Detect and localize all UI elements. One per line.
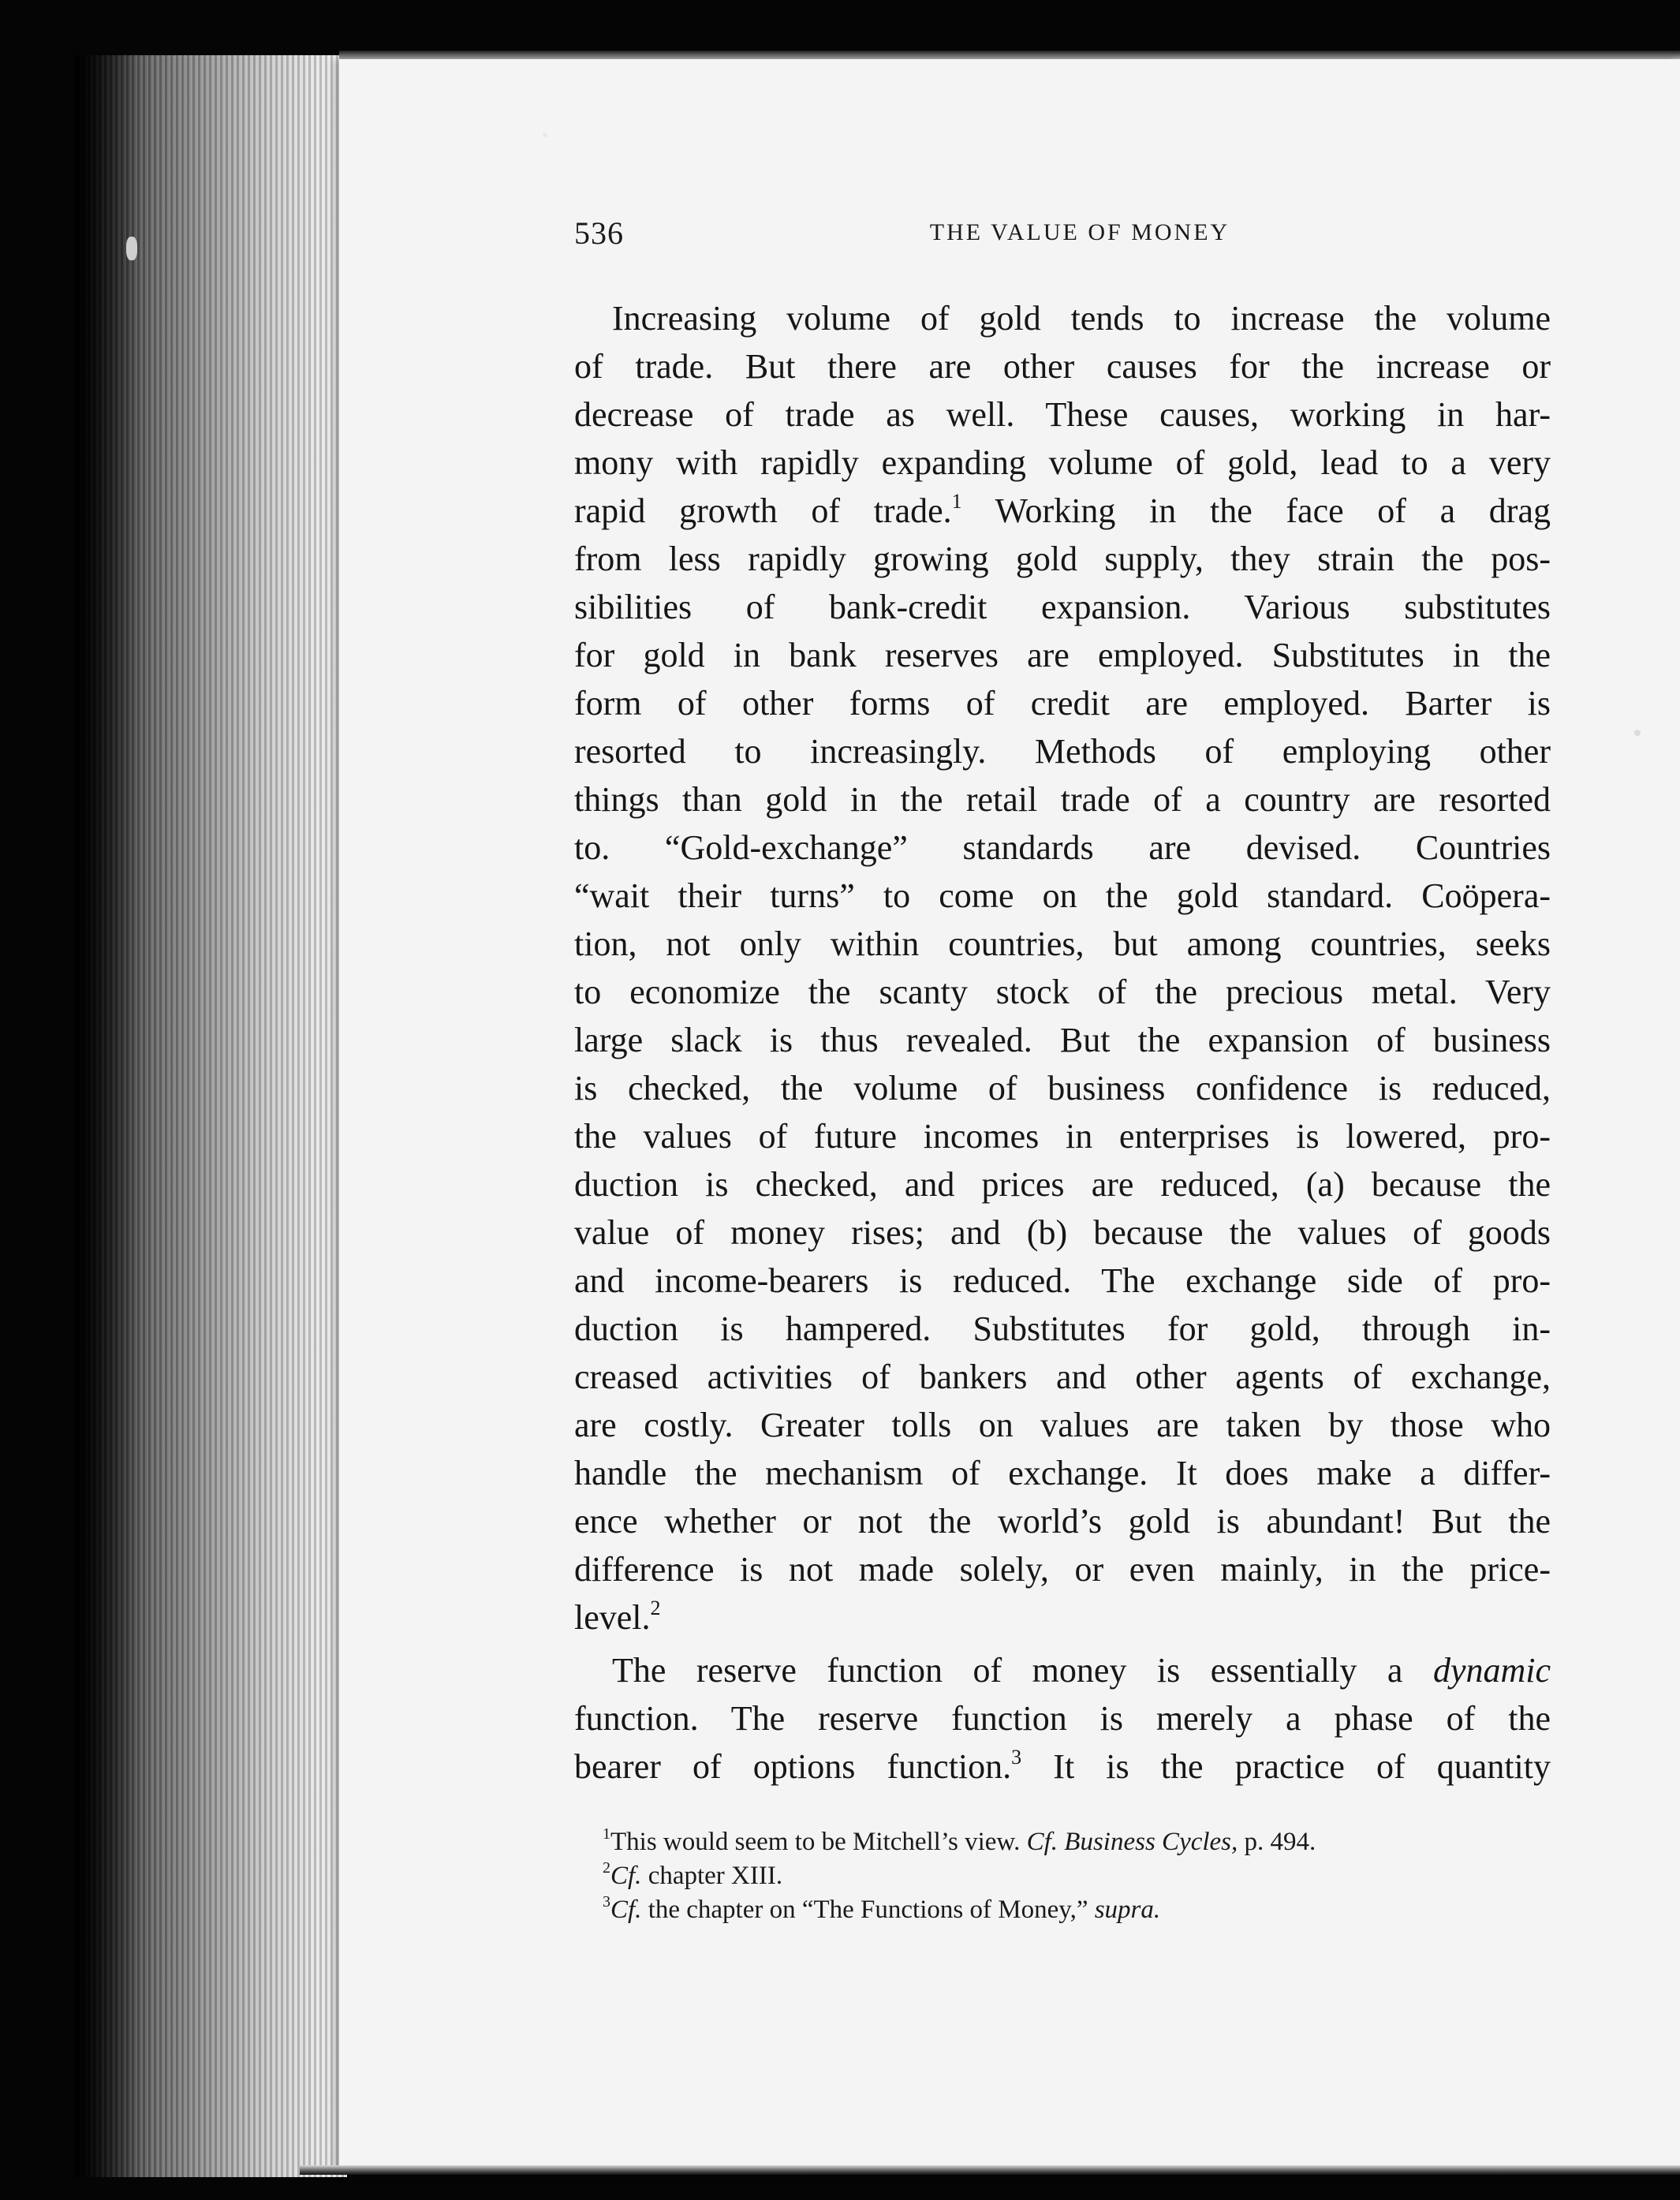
text-line: duction is hampered. Substitutes for gold, through in-	[574, 1309, 1551, 1348]
text-line: duction is checked, and prices are reduced, (a) because the	[574, 1165, 1551, 1204]
text-segment: It is the practice of quantity	[1053, 1747, 1551, 1786]
text-line: large slack is thus revealed. But the expansion of business	[574, 1021, 1551, 1059]
text-segment: Working in the face of a drag	[995, 491, 1551, 530]
text-line	[574, 1742, 1551, 1791]
page-bottom-edge	[300, 2165, 1680, 2175]
footnote	[574, 1893, 1551, 1927]
text-line: “wait their turns” to come on the gold standard. Coöpera-	[574, 876, 1551, 915]
text-line: from less rapidly growing gold supply, they strain the pos-	[574, 540, 1551, 578]
text-line: tion, not only within countries, but among countries, seeks	[574, 924, 1551, 963]
text-line: sibilities of bank-credit expansion. Various substitutes	[574, 588, 1551, 626]
footnote-mark: 2	[603, 1859, 610, 1877]
footnotes	[574, 1825, 1551, 1927]
page-number: 536	[574, 215, 624, 251]
text-line: function. The reserve function is merely a phase of the	[574, 1699, 1551, 1738]
footnote-mark: 3	[603, 1893, 610, 1911]
text-segment: bearer of options function.	[574, 1747, 1012, 1786]
text-line: for gold in bank reserves are employed. Substitutes in the	[574, 636, 1551, 674]
page-header	[574, 215, 1562, 262]
text-line: resorted to increasingly. Methods of employing other	[574, 732, 1551, 771]
footnote-text: This would seem to be Mitchell’s view.	[610, 1828, 1021, 1856]
footnote-italic: Cf. Business Cycles,	[1026, 1828, 1238, 1856]
text-line: of trade. But there are other causes for the increase or	[574, 347, 1551, 386]
body-text	[574, 294, 1551, 1791]
text-line: Increasing volume of gold tends to increase the volume	[612, 299, 1551, 338]
footnote-italic: Cf.	[610, 1896, 642, 1924]
text-segment: The reserve function of money is essentially a	[612, 1651, 1403, 1690]
footnote-text: p. 494.	[1244, 1828, 1316, 1856]
text-line: decrease of trade as well. These causes, working in har-	[574, 395, 1551, 434]
text-line: things than gold in the retail trade of a country are resorted	[574, 780, 1551, 819]
text-line: and income-bearers is reduced. The exchange side of pro-	[574, 1261, 1551, 1300]
text-line: is checked, the volume of business confidence is reduced,	[574, 1069, 1551, 1107]
text-line: are costly. Greater tolls on values are taken by those who	[574, 1406, 1551, 1444]
footnote-italic: Cf.	[610, 1862, 642, 1890]
text-line	[574, 1646, 1551, 1694]
text-line: handle the mechanism of exchange. It does make a differ-	[574, 1454, 1551, 1492]
text-line: difference is not made solely, or even mainly, in the price-	[574, 1550, 1551, 1589]
footnote-marker: 1	[951, 490, 962, 514]
text-line: form of other forms of credit are employed. Barter is	[574, 684, 1551, 723]
italic-word: dynamic	[1432, 1651, 1551, 1690]
scan-speck	[543, 133, 547, 137]
text-line: ence whether or not the world’s gold is abundant! But the	[574, 1502, 1551, 1541]
footnote-text: chapter XIII.	[648, 1862, 783, 1890]
footnote	[574, 1825, 1551, 1859]
text-line	[574, 1593, 1551, 1642]
footnote-mark: 1	[603, 1825, 610, 1843]
text-line: to economize the scanty stock of the precious metal. Very	[574, 973, 1551, 1011]
text-segment: rapid growth of trade.	[574, 491, 952, 530]
footnote	[574, 1859, 1551, 1893]
text-line: to. “Gold-exchange” standards are devised. Countries	[574, 828, 1551, 867]
scan-speck	[1634, 730, 1641, 736]
edge-shadow	[75, 55, 138, 2177]
text-line: mony with rapidly expanding volume of gold, lead to a very	[574, 443, 1551, 482]
text-line: the values of future incomes in enterprises is lowered, pro-	[574, 1117, 1551, 1156]
text-line	[574, 487, 1551, 535]
running-title: THE VALUE OF MONEY	[929, 219, 1230, 245]
text-line: creased activities of bankers and other agents of exchange,	[574, 1358, 1551, 1396]
footnote-marker: 2	[650, 1597, 661, 1620]
text-line: value of money rises; and (b) because the values of goods	[574, 1213, 1551, 1252]
scan-speck	[126, 237, 137, 260]
footnote-marker: 3	[1011, 1746, 1022, 1769]
footnote-italic: supra.	[1094, 1896, 1161, 1924]
footnote-text: the chapter on “The Functions of Money,”	[648, 1896, 1088, 1924]
text-segment: level.	[574, 1598, 651, 1637]
